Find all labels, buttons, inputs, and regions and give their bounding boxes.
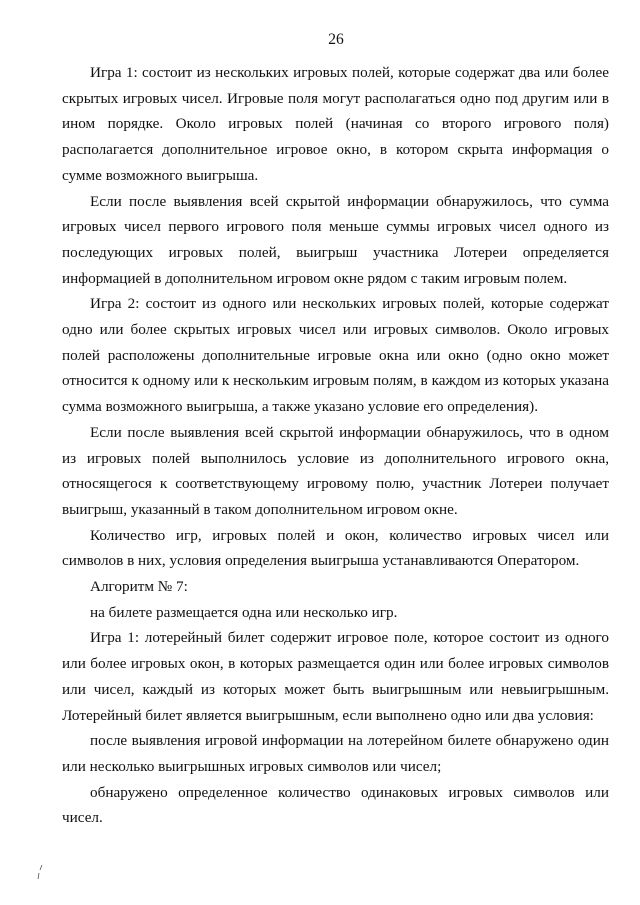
paragraph-algorithm-heading: Алгоритм № 7: — [90, 578, 188, 596]
paragraph-operator-settings: Количество игр, игровых полей и окон, количество игровых чисел или символов в них, условия определения выигрыша устанавливаются Оператором. — [62, 526, 609, 570]
scan-mark — [36, 864, 46, 880]
paragraph-condition-2: обнаружено определенное количество одинаковых игровых символов или чисел. — [62, 783, 609, 827]
paragraph-algorithm-game-1: Игра 1: лотерейный билет содержит игровое поле, которое состоит из одного или более игровых окон, в которых размещается один или более игровых символов или чисел, каждый из которых может быть выигрышным или невыигрышным. Лотерейный билет является выигрышным, если выполнено одно или два условия: — [62, 629, 609, 724]
paragraph-game-2-outcome: Если после выявления всей скрытой информации обнаружилось, что в одном из игровых полей выполнилось условие из дополнительного игрового окна, относящегося к соответствующему игровому полю, участник Лотереи получает выигрыш, указанный в таком дополнительном игровом окне. — [62, 423, 609, 518]
document-body — [62, 60, 609, 831]
page-number: 26 — [328, 31, 344, 48]
paragraph-game-1: Игра 1: состоит из нескольких игровых полей, которые содержат два или более скрытых игровых чисел. Игровые поля могут располагаться одно под другим или в ином порядке. Около игровых полей (начиная со второго игрового поля) располагается дополнительное игровое окно, в котором скрыта информация о сумме возможного выигрыша. — [62, 64, 609, 184]
paragraph-algorithm-games: на билете размещается одна или несколько игр. — [90, 603, 398, 621]
paragraph-condition-1: после выявления игровой информации на лотерейном билете обнаружено один или несколько выигрышных игровых символов или чисел; — [62, 732, 609, 775]
paragraph-game-2: Игра 2: состоит из одного или нескольких игровых полей, которые содержат одно или более скрытых игровых чисел или игровых символов. Около игровых полей расположены дополнительные игровые окна или окно (одно окно может относится к одному или к нескольким игровым полям, в каждом из которых указана сумма возможного выигрыша, а также указано условие его определения). — [62, 295, 609, 416]
paragraph-game-1-outcome: Если после выявления всей скрытой информации обнаружилось, что сумма игровых чисел первого игрового поля меньше суммы игровых чисел одного из последующих игровых полей, выигрыш участника Лотереи определяется информацией в дополнительном игровом окне рядом с таким игровым полем. — [62, 192, 609, 287]
